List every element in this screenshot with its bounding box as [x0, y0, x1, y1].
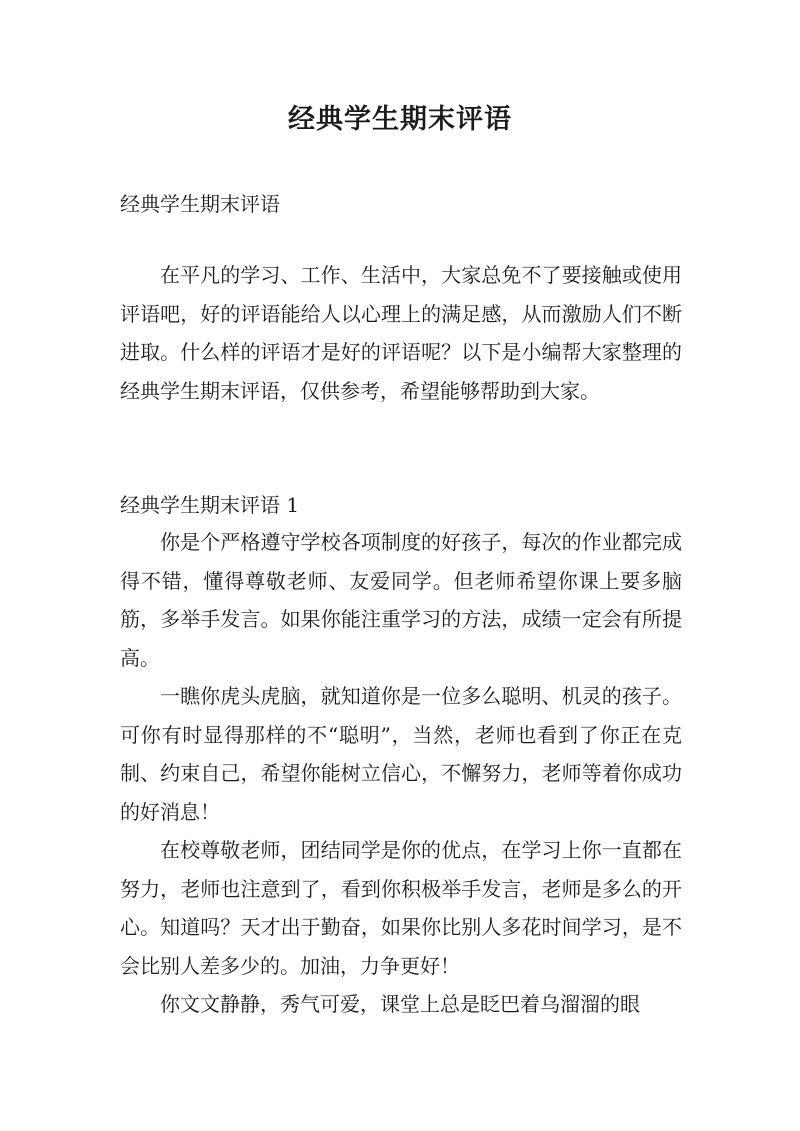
section-heading: [120, 486, 682, 525]
comments-section: [120, 523, 682, 1024]
subtitle-text: 经典学生期末评语: [120, 192, 280, 216]
intro-section: [120, 256, 682, 410]
document-title: 经典学生期末评语: [288, 104, 512, 135]
document-subtitle: [120, 185, 682, 224]
comment-paragraph: 你文文静静，秀气可爱，课堂上总是眨巴着乌溜溜的眼: [160, 992, 640, 1016]
intro-paragraph: 在平凡的学习、工作、生活中，大家总免不了要接触或使用评语吧，好的评语能给人以心理上的满足感，从而激励人们不断进取。什么样的评语才是好的评语呢？以下是小编帮大家整理的经典学生期末评语，仅供参考，希望能够帮助到大家。: [120, 263, 682, 403]
comment-paragraph: 一瞧你虎头虎脑，就知道你是一位多么聪明、机灵的孩子。可你有时显得那样的不“聪明”，当然，老师也看到了你正在克制、约束自己，希望你能树立信心，不懈努力，老师等着你成功的好消息！: [120, 684, 682, 824]
section-heading-text: 经典学生期末评语 1: [120, 493, 300, 517]
comment-paragraph: 你是个严格遵守学校各项制度的好孩子，每次的作业都完成得不错，懂得尊敬老师、友爱同学。但老师希望你课上要多脑筋，多举手发言。如果你能注重学习的方法，成绩一定会有所提高。: [120, 530, 682, 670]
comment-paragraph: 在校尊敬老师，团结同学是你的优点，在学习上你一直都在努力，老师也注意到了，看到你积极举手发言，老师是多么的开心。知道吗？天才出于勤奋，如果你比别人多花时间学习，是不会比别人差多少的。加油，力争更好！: [120, 838, 682, 978]
